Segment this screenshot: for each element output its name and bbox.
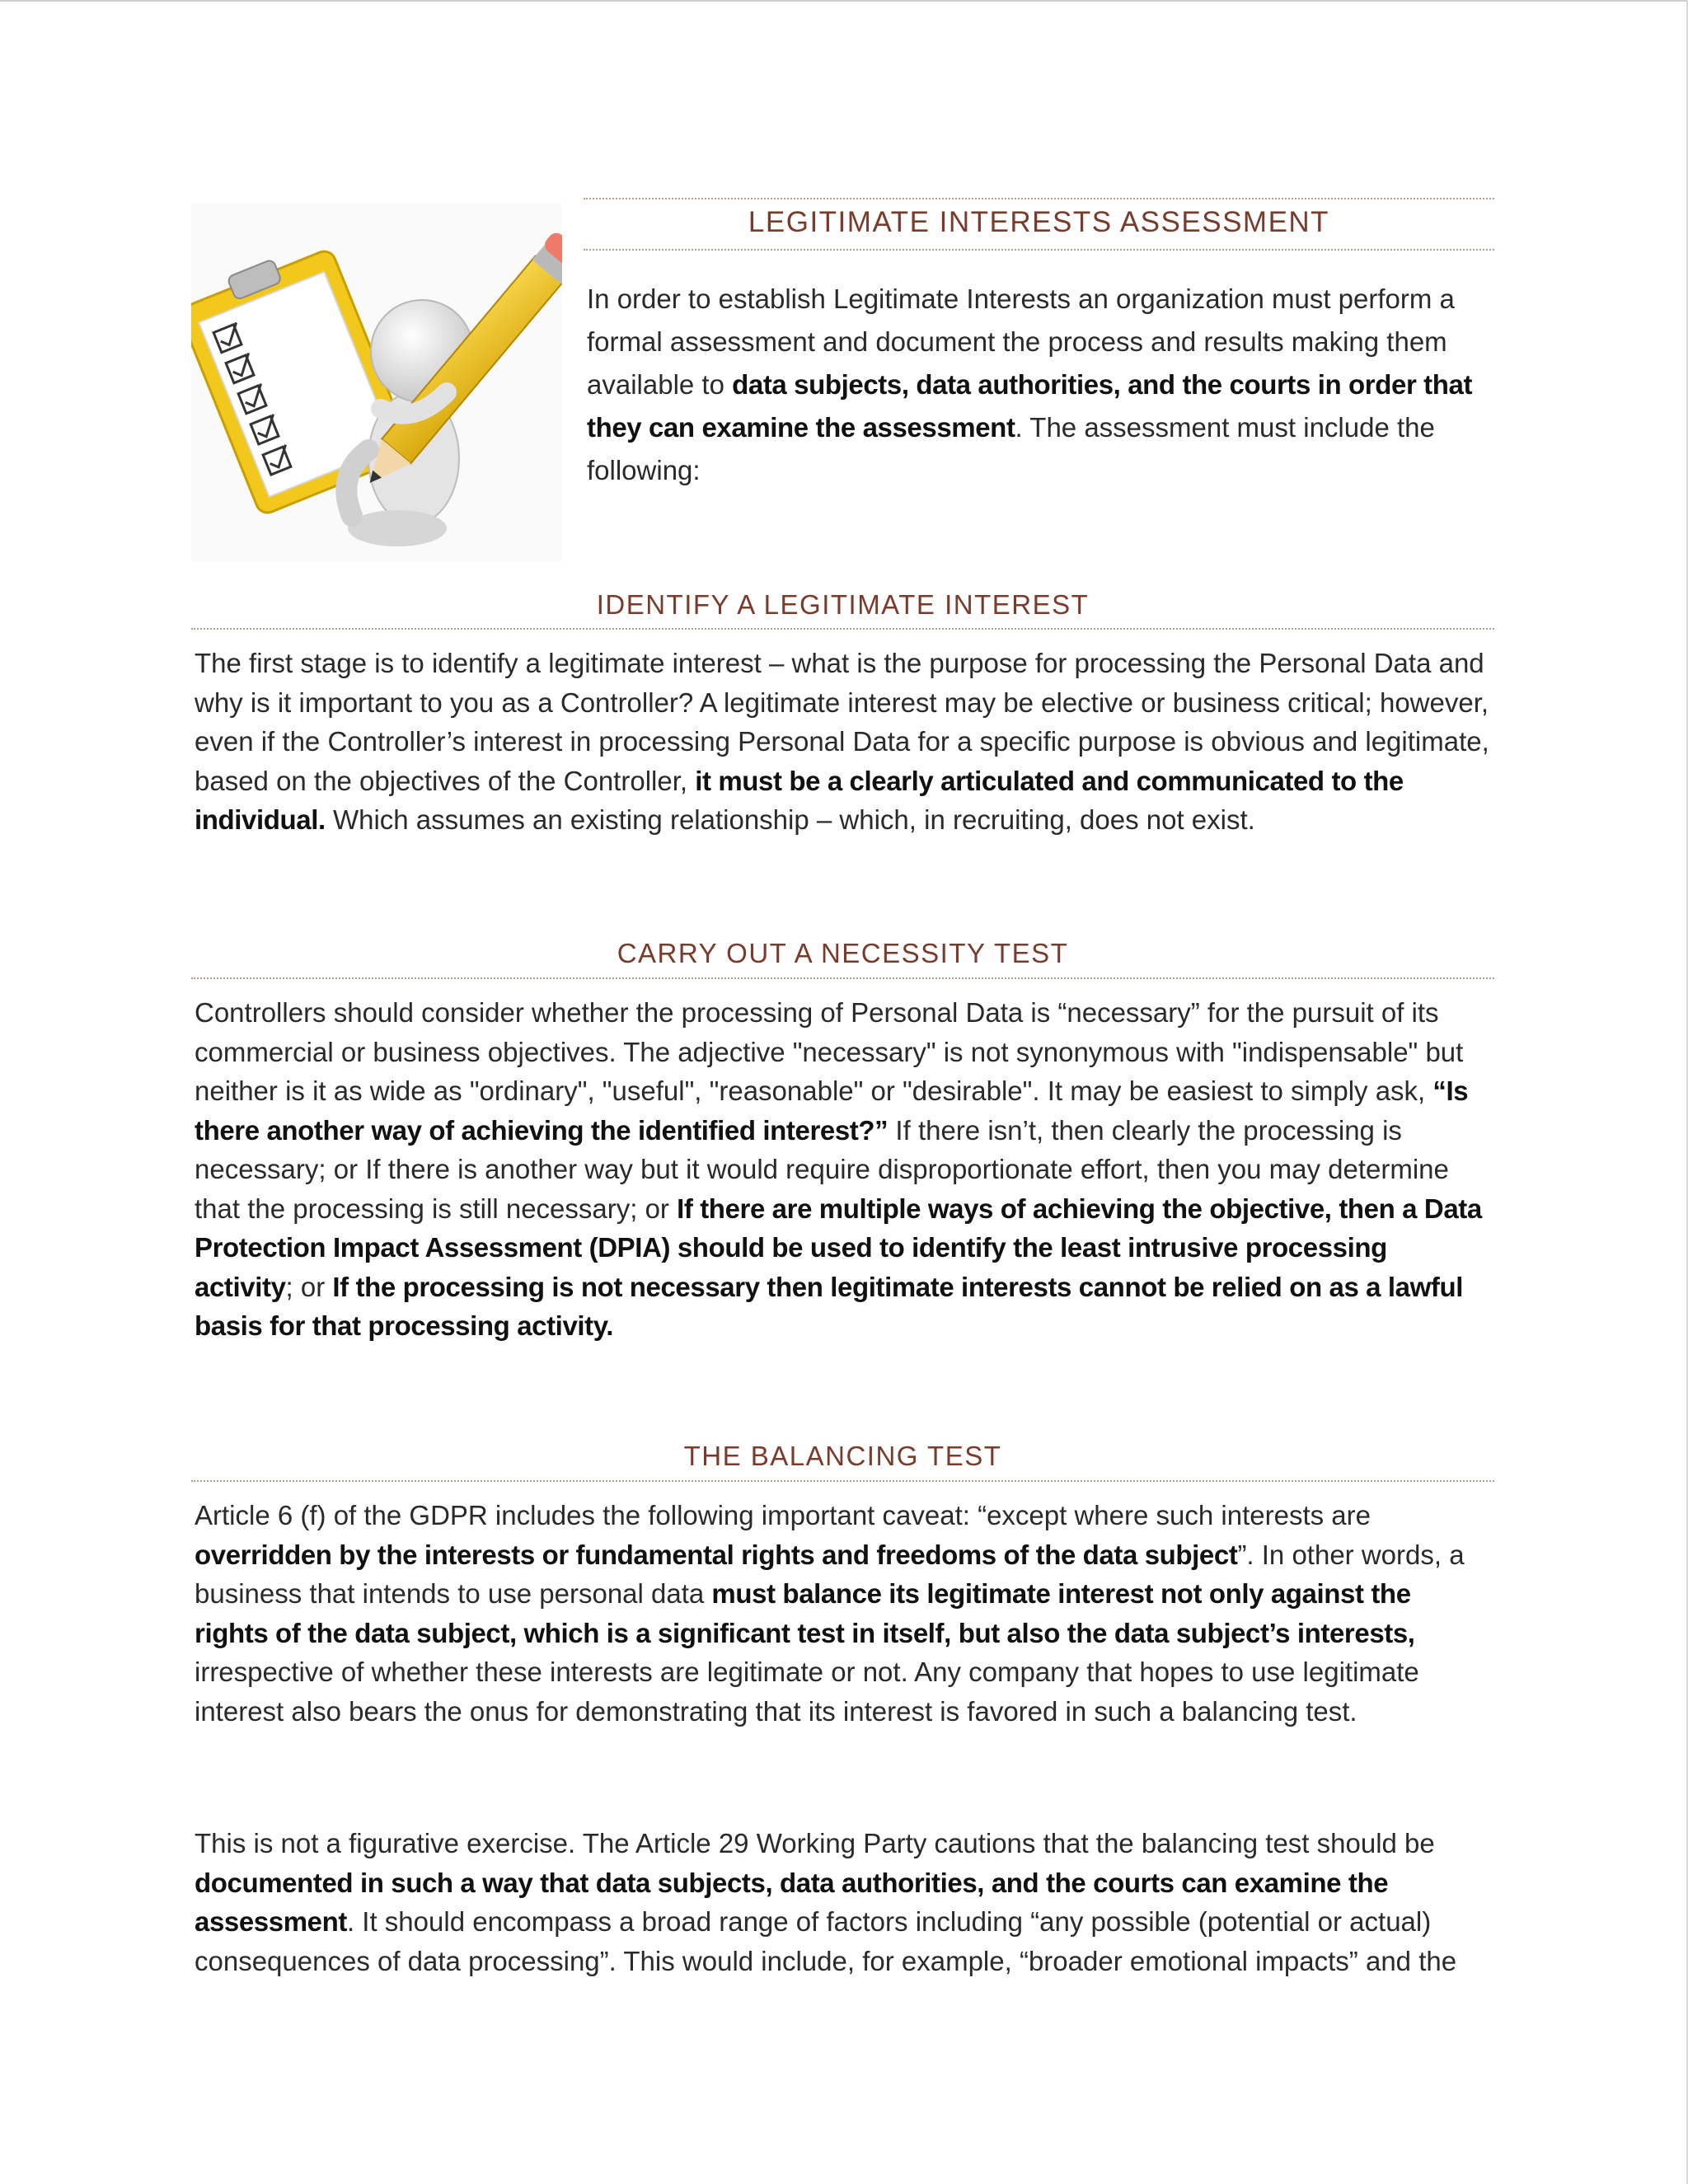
balancing-paragraph: Article 6 (f) of the GDPR includes the following important caveat: “except where such interests are overridden by the interests or fundamental rights and freedoms of the data subject”. In other words, a business that intends to use personal data must balance its legitimate interest not only against the rights of the data subject, which is a significant test in itself, but also the data subject’s interests, irrespective of whether these interests are legitimate or not. Any company that hopes to use legitimate interest also bears the onus for demonstrating that its interest is favored in such a balancing test. xyxy=(195,1500,1465,1727)
balancing-heading-rule xyxy=(191,1480,1494,1482)
necessity-heading-rule xyxy=(191,977,1494,979)
figurative-paragraph: This is not a figurative exercise. The Article 29 Working Party cautions that the balancing test should be documented in such a way that data subjects, data authorities, and the courts can examine the assessment. It should encompass a broad range of factors including “any possible (potential or actual) consequences of data processing”. This would include, for example, “broader emotional impacts” and the xyxy=(195,1828,1457,1976)
heading-rule-bottom xyxy=(584,249,1494,251)
checklist-figure-illustration xyxy=(191,203,562,562)
identify-heading: IDENTIFY A LEGITIMATE INTEREST xyxy=(596,589,1090,620)
necessity-paragraph: Controllers should consider whether the processing of Personal Data is “necessary” for the pursuit of its commercial or business objectives. The adjective "necessary" is not synonymous with "indispensable" but neither is it as wide as "ordinary", "useful", "reasonable" or "desirable". It may be easiest to simply ask, “Is there another way of achieving the identified interest?” If there isn’t, then clearly the processing is necessary; or If there is another way but it would require disproportionate effort, then you may determine that the processing is still necessary; or If there are multiple ways of achieving the objective, then a Data Protection Impact Assessment (DPIA) should be used to identify the least intrusive processing activity; or If the processing is not necessary then legitimate interests cannot be relied on as a lawful basis for that processing activity. xyxy=(195,997,1482,1341)
assessment-heading: LEGITIMATE INTERESTS ASSESSMENT xyxy=(748,206,1330,238)
identify-paragraph: The first stage is to identify a legitimate interest – what is the purpose for processing the Personal Data and why is it important to you as a Controller? A legitimate interest may be elective or business critical; however, even if the Controller’s interest in processing Personal Data for a specific purpose is obvious and legitimate, based on the objectives of the Controller, it must be a clearly articulated and communicated to the individual. Which assumes an existing relationship – which, in recruiting, does not exist. xyxy=(195,648,1489,835)
balancing-heading: THE BALANCING TEST xyxy=(683,1441,1002,1471)
assessment-paragraph: In order to establish Legitimate Interests an organization must perform a formal assessment and document the process and results making them available to data subjects, data authorities, and the courts in order that they can examine the assessment. The assessment must include the following: xyxy=(587,284,1473,485)
heading-rule-top xyxy=(584,198,1494,199)
necessity-heading: CARRY OUT A NECESSITY TEST xyxy=(617,938,1069,968)
page-top-edge xyxy=(0,0,1688,2)
identify-heading-rule xyxy=(191,628,1494,630)
